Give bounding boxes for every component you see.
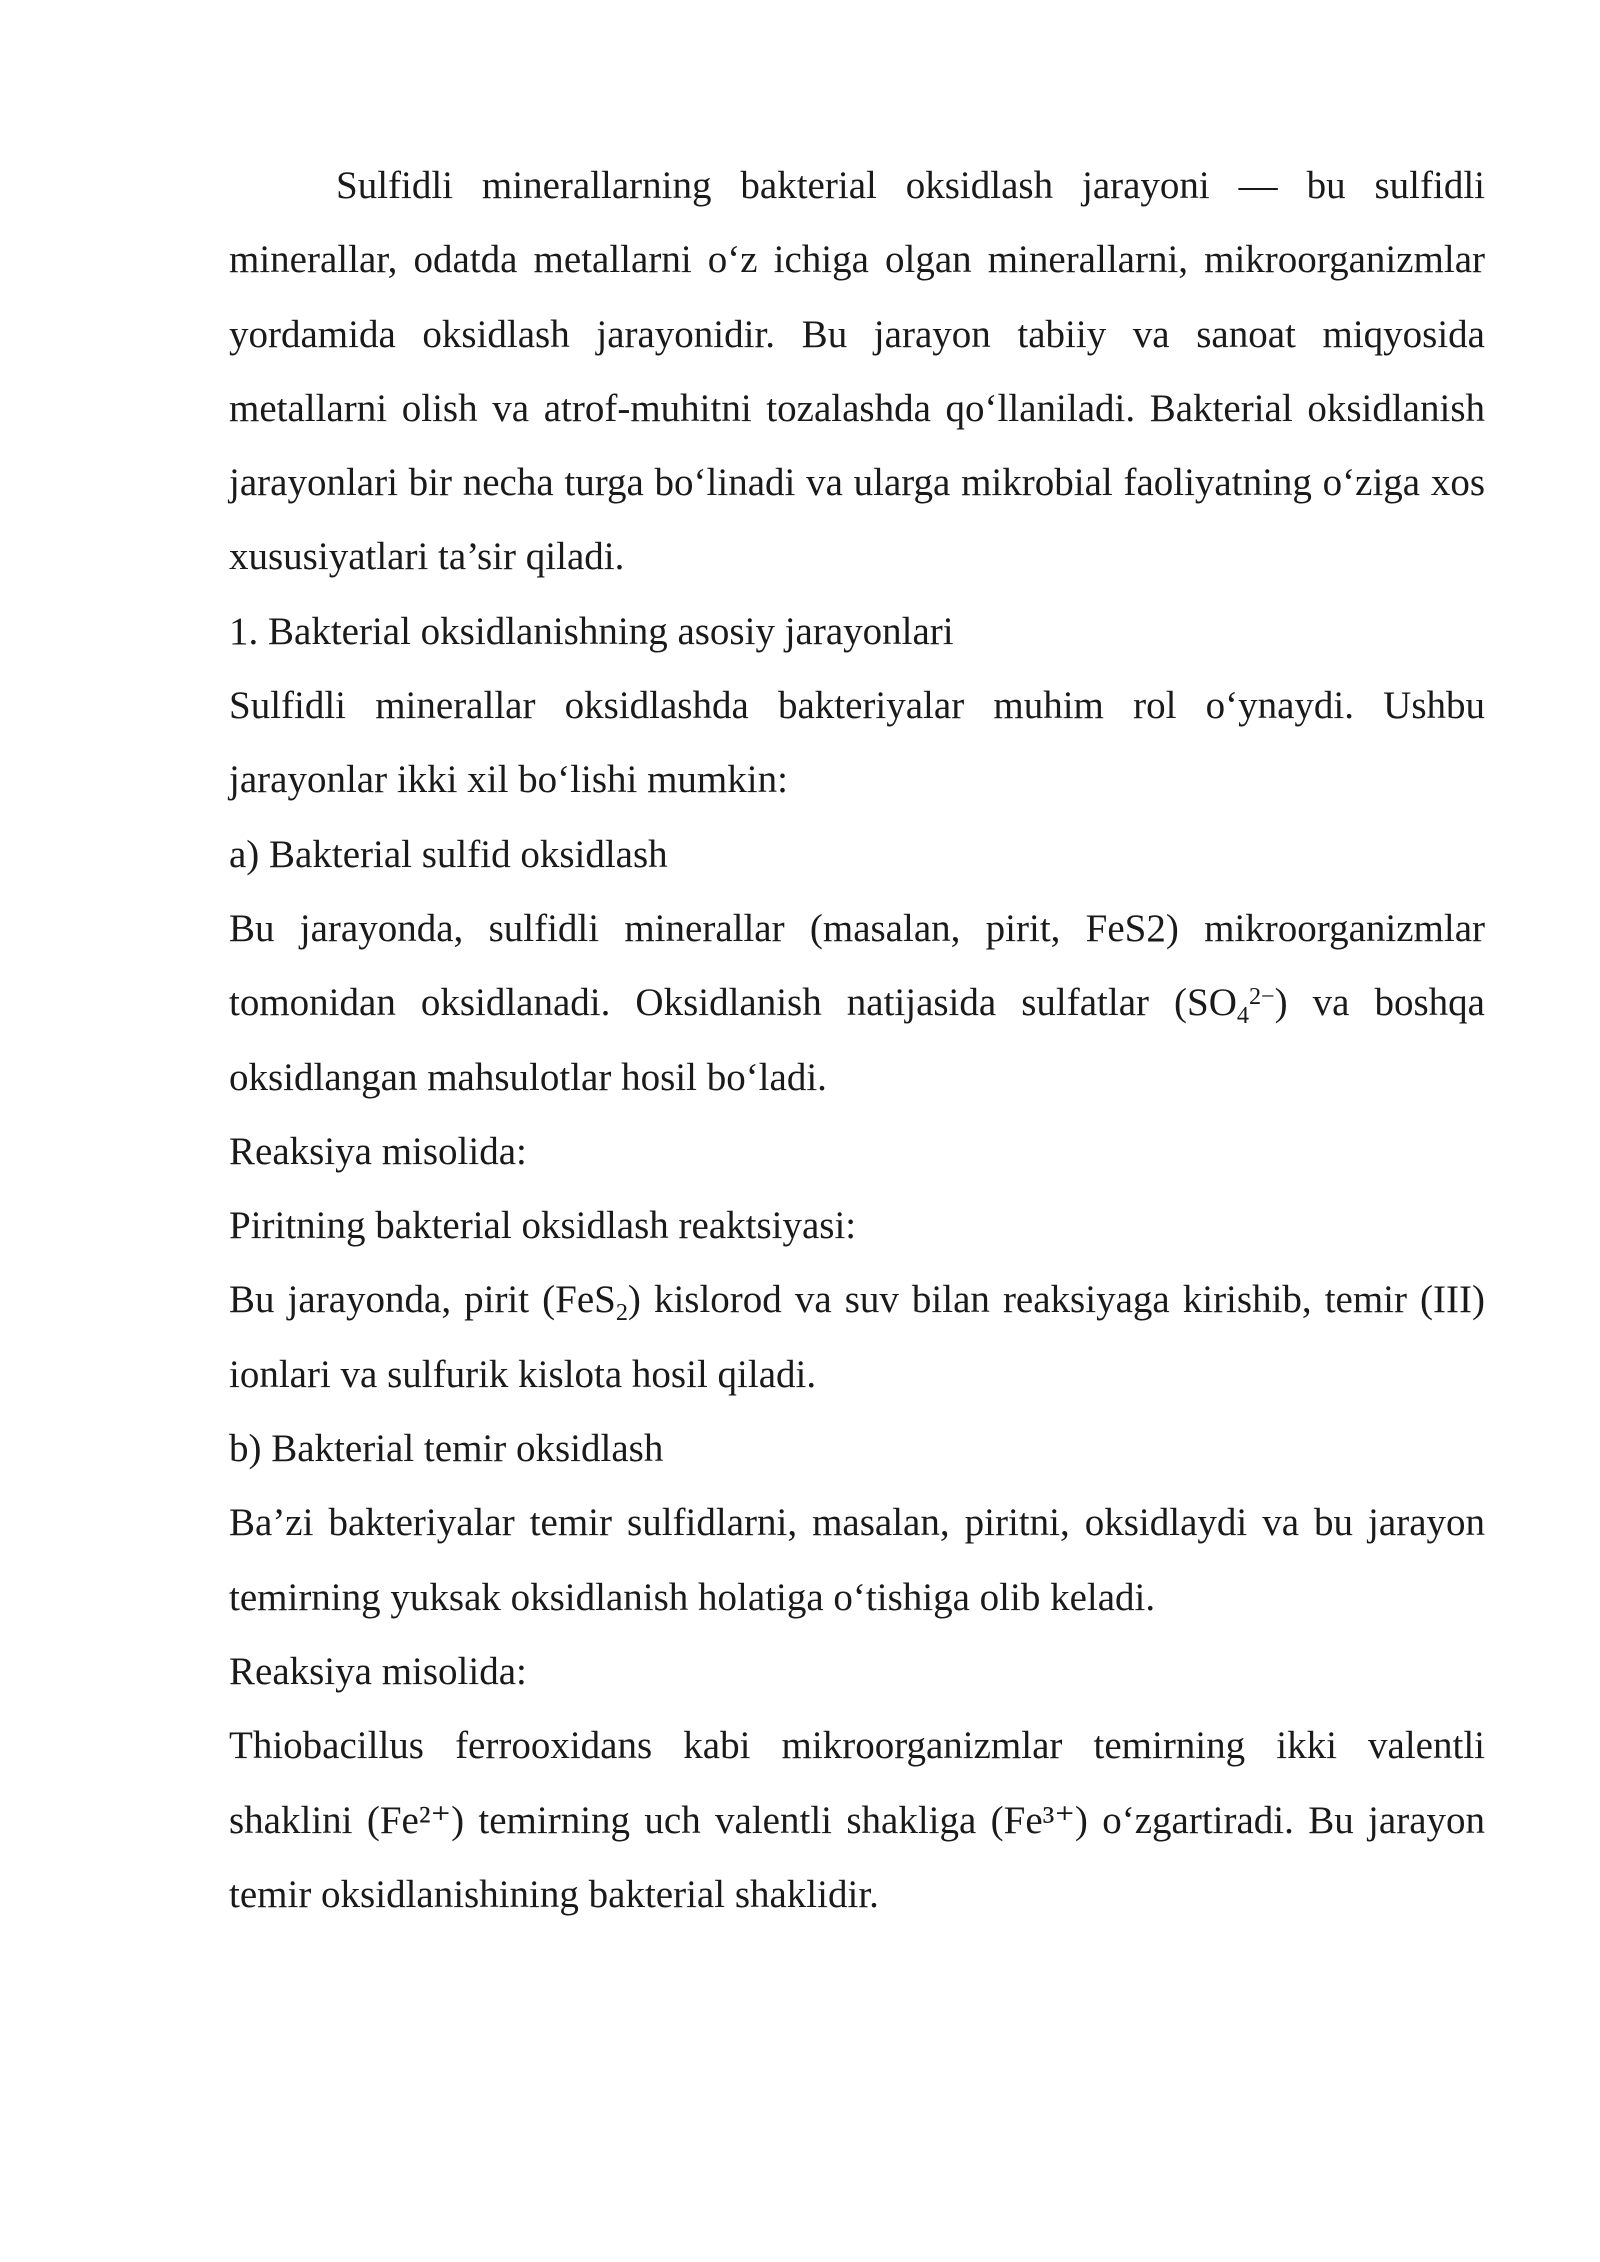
pyrite-paragraph	[229, 1263, 1485, 1412]
pyrite-reaction-title: Piritning bakterial oksidlash reaktsiyasi:	[229, 1204, 857, 1248]
reaction-label-b: Reaksiya misolida:	[229, 1649, 527, 1693]
document-page	[229, 149, 1485, 1932]
sulfate-subscript: 4	[1236, 1001, 1249, 1029]
thiobacillus-paragraph: Thiobacillus ferrooxidans kabi mikroorganizmlar temirning ikki valentli shaklini (Fe²⁺) temirning uch valentli shakliga (Fe³⁺) o‘zgartiradi. Bu jarayon temir oksidlanishining bakterial shaklidir.	[229, 1724, 1485, 1916]
section-heading-1: 1. Bakterial oksidlanishning asosiy jarayonlari	[229, 609, 954, 653]
pyrite-text-2: ) kislorod va suv bilan reaksiyaga kirishib, temir (III) ionlari va sulfurik kislota hosil qiladi.	[229, 1278, 1485, 1396]
sulfate-superscript: 2−	[1248, 983, 1275, 1011]
sulfide-text-2: ) va boshqa oksidlangan mahsulotlar hosil bo‘ladi.	[229, 981, 1485, 1099]
subheading-b: b) Bakterial temir oksidlash	[229, 1427, 664, 1471]
reaction-label-a: Reaksiya misolida:	[229, 1129, 527, 1173]
sulfide-oxidation-paragraph	[229, 892, 1485, 1115]
pyrite-subscript: 2	[615, 1298, 628, 1326]
intro-paragraph: Sulfidli minerallarning bakterial oksidlash jarayoni — bu sulfidli minerallar, odatda metallarni o‘z ichiga olgan minerallarni, mikroorganizmlar yordamida oksidlash jarayonidir. Bu jarayon tabiiy va sanoat miqyosida metallarni olish va atrof-muhitni tozalashda qo‘llaniladi. Bakterial oksidlanish jarayonlari bir necha turga bo‘linadi va ularga mikrobial faoliyatning o‘ziga xos xususiyatlari ta’sir qiladi.	[229, 164, 1485, 579]
pyrite-text-1: Bu jarayonda, pirit (FeS	[229, 1278, 616, 1322]
iron-oxidation-paragraph: Ba’zi bakteriyalar temir sulfidlarni, masalan, piritni, oksidlaydi va bu jarayon temirning yuksak oksidlanish holatiga o‘tishiga olib keladi.	[229, 1501, 1485, 1619]
main-roles-paragraph: Sulfidli minerallar oksidlashda bakteriyalar muhim rol o‘ynaydi. Ushbu jarayonlar ikki xil bo‘lishi mumkin:	[229, 684, 1485, 802]
sulfide-text-1: Bu jarayonda, sulfidli minerallar (masalan, pirit, FeS2) mikroorganizmlar tomonidan oksidlanadi. Oksidlanish natijasida sulfatlar (SO	[229, 906, 1485, 1025]
subheading-a: a) Bakterial sulfid oksidlash	[229, 832, 668, 876]
